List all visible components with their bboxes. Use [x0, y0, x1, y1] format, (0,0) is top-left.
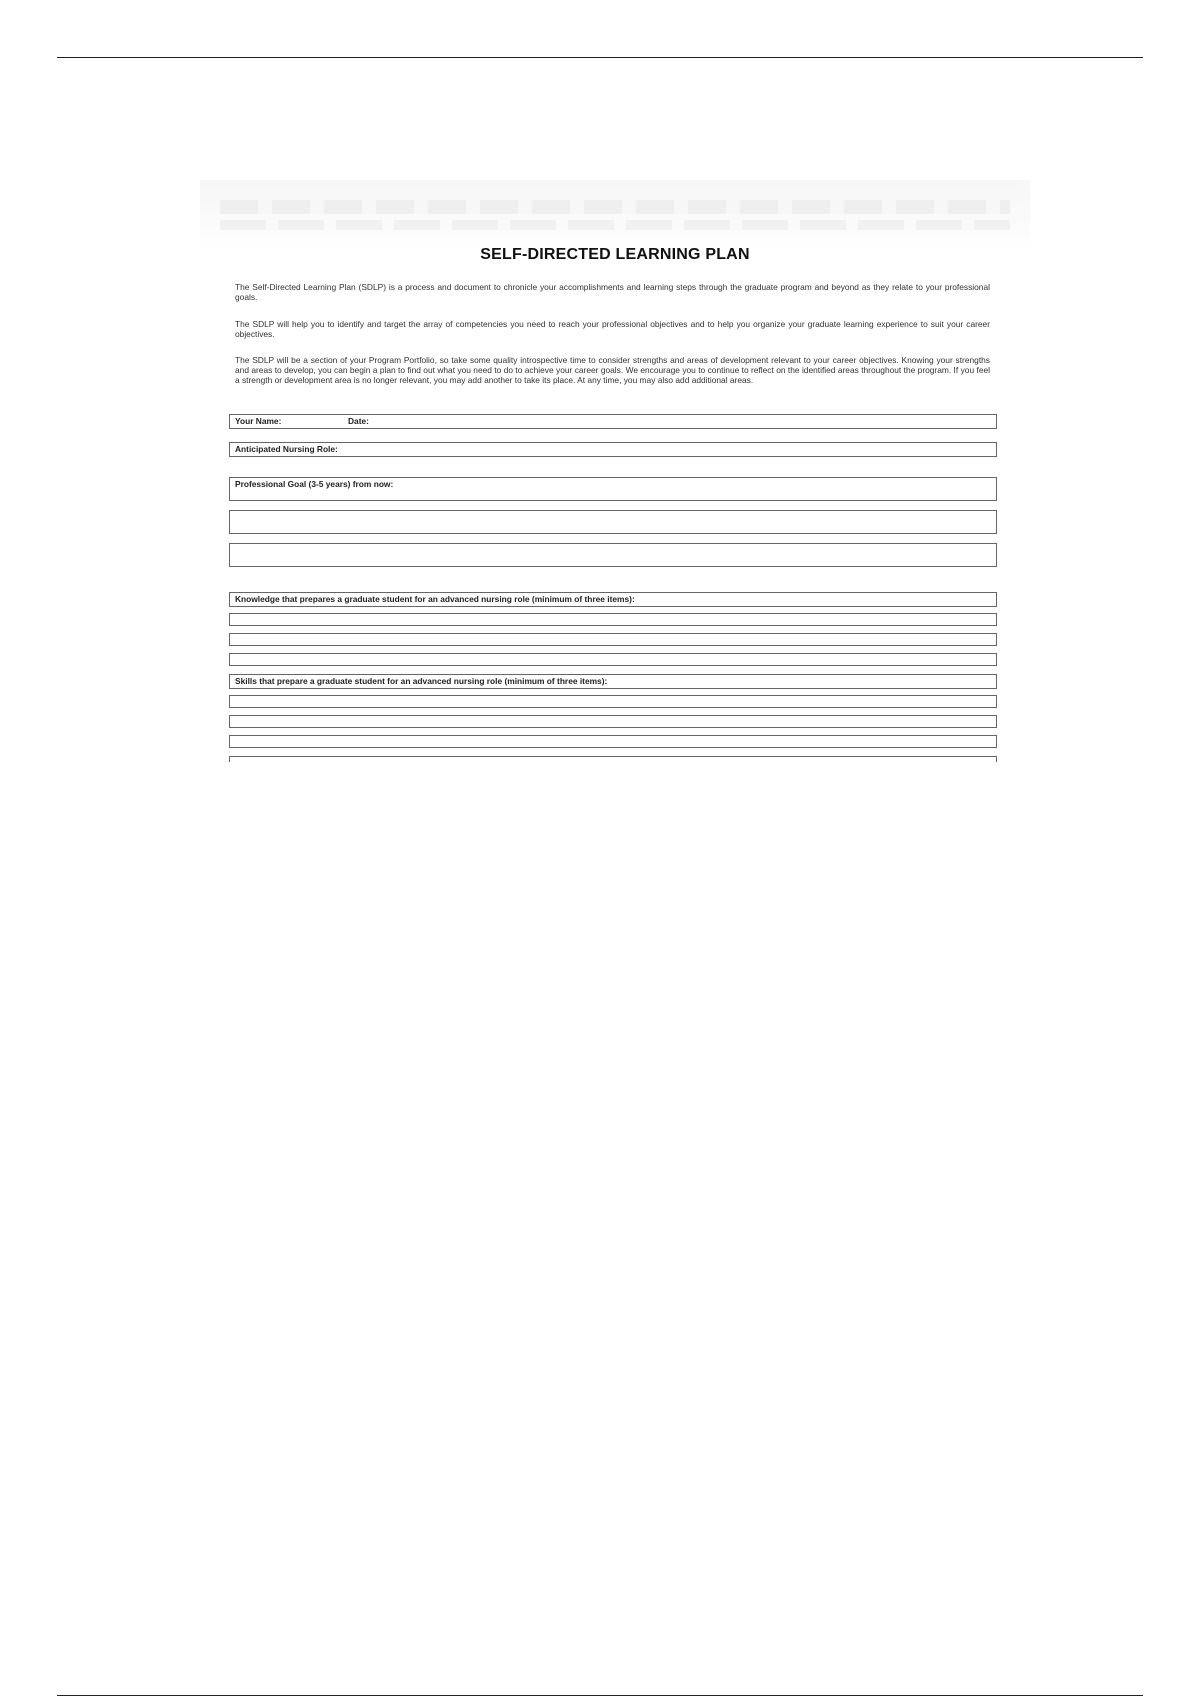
date-label: Date: [348, 416, 369, 426]
skills-label: Skills that prepare a graduate student for an advanced nursing role (minimum of three items): [235, 676, 608, 686]
professional-goal-line-2[interactable] [229, 510, 997, 534]
professional-goal-label: Professional Goal (3-5 years) from now: [235, 479, 394, 489]
nursing-role-field[interactable] [229, 442, 997, 457]
document-title: SELF-DIRECTED LEARNING PLAN [480, 246, 750, 263]
skills-item-1[interactable] [229, 695, 997, 708]
nursing-role-label: Anticipated Nursing Role: [235, 444, 338, 454]
document-preview [200, 180, 1030, 762]
skills-item-2[interactable] [229, 715, 997, 728]
professional-goal-field[interactable] [229, 477, 997, 501]
intro-paragraph-3: The SDLP will be a section of your Program Portfolio, so take some quality introspective time to consider strengths and areas of development relevant to your career objectives. Knowing your strengths and areas to develop, you can begin a plan to find out what you need to do to achieve your career goals. We encourage you to continue to reflect on the identified areas throughout the program. If you feel a strength or development area is no longer relevant, you may add another to take its place. At any time, you may also add additional areas. [235, 355, 990, 385]
name-label: Your Name: [235, 416, 282, 426]
page-top-rule [57, 57, 1143, 58]
knowledge-item-2[interactable] [229, 633, 997, 646]
knowledge-item-3[interactable] [229, 653, 997, 666]
knowledge-label: Knowledge that prepares a graduate student for an advanced nursing role (minimum of three items): [235, 594, 635, 604]
faded-header-area [200, 180, 1030, 250]
skills-header-field [229, 674, 997, 689]
name-date-field[interactable] [229, 414, 997, 429]
knowledge-header-field [229, 592, 997, 607]
page-bottom-rule [57, 1695, 1143, 1696]
intro-paragraph-2: The SDLP will help you to identify and target the array of competencies you need to reach your professional objectives and to help you organize your graduate learning experience to suit your career objectives. [235, 319, 990, 339]
skills-item-4[interactable] [229, 756, 997, 762]
intro-paragraph-1: The Self-Directed Learning Plan (SDLP) is a process and document to chronicle your accomplishments and learning steps through the graduate program and beyond as they relate to your professional goals. [235, 282, 990, 302]
skills-item-3[interactable] [229, 735, 997, 748]
knowledge-item-1[interactable] [229, 613, 997, 626]
professional-goal-line-3[interactable] [229, 543, 997, 567]
